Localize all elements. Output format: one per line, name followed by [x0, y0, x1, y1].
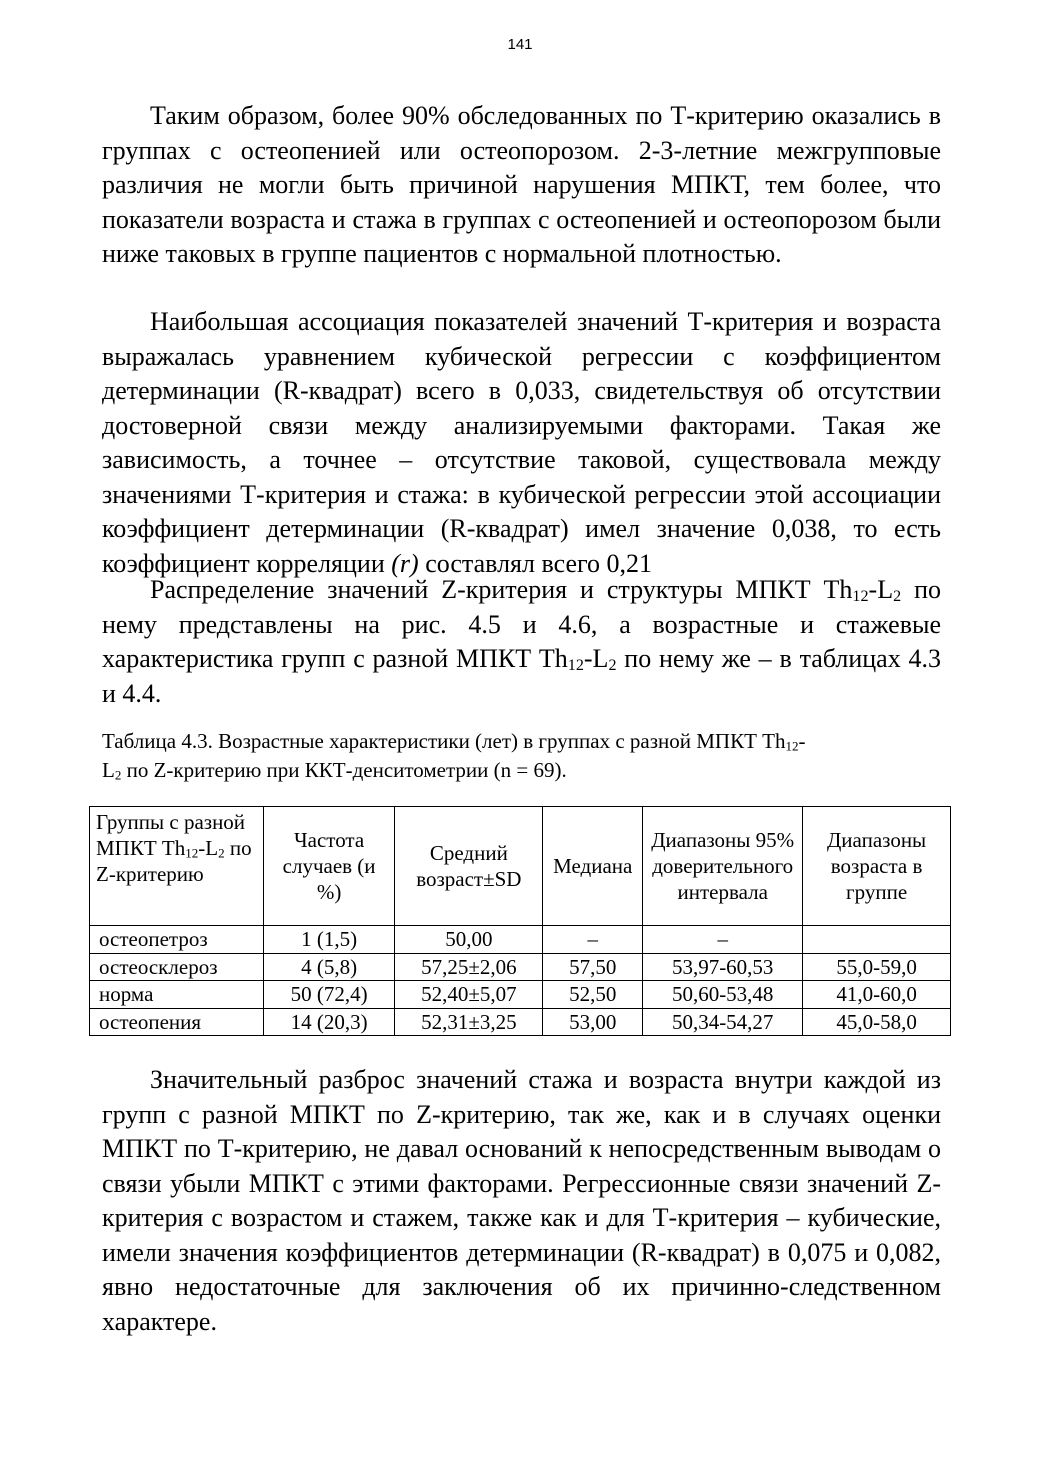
cell-median: 53,00 [543, 1008, 643, 1036]
correlation-symbol: (r) [391, 548, 419, 578]
paragraph-3 [102, 573, 941, 711]
caption-part: - [798, 729, 806, 753]
cell-median: – [543, 926, 643, 954]
subscript: 12 [185, 845, 199, 861]
paragraph-2-end: составлял всего 0,21 [418, 548, 653, 578]
cell-frequency: 4 (5,8) [263, 953, 395, 981]
cell-ci: – [643, 926, 803, 954]
cell-range: 55,0-59,0 [803, 953, 951, 981]
subscript: 2 [893, 587, 902, 605]
subscript: 2 [114, 766, 122, 782]
paragraph-2-text: Наибольшая ассоциация показателей значений Т-критерия и возраста выражалась уравнением кубической регрессии с коэффициентом детерминации (R-квадрат) всего в 0,033, свидетельствуя об отсутствии достоверной связи между анализируемыми факторами. Такая же зависимость, а точнее – отсутствие таковой, существовала между значениями Т-критерия и стажа: в кубической регрессии этой ассоциации коэффициент детерминации (R-квадрат) имел значение 0,038, то есть коэффициент корреляции [102, 307, 941, 578]
paragraph-3-part: по нему же – в таблицах 4.3 и 4.4. [102, 644, 942, 708]
table-row [90, 1008, 951, 1036]
header-groups [90, 807, 264, 926]
cell-group: остеопения [90, 1008, 264, 1036]
cell-frequency: 14 (20,3) [263, 1008, 395, 1036]
paragraph-3-part: -L [583, 644, 609, 673]
cell-mean: 52,31±3,25 [395, 1008, 543, 1036]
cell-frequency: 1 (1,5) [263, 926, 395, 954]
paragraph-3-part: -L [868, 575, 894, 604]
cell-mean: 52,40±5,07 [395, 981, 543, 1009]
subscript: 12 [785, 738, 799, 754]
paragraph-3-part: Распределение значений Z-критерия и структуры МПКТ Th [150, 575, 853, 604]
caption-part: по Z-критерию при ККТ-денситометрии (n = 69). [121, 757, 567, 782]
page-number: 141 [507, 36, 533, 53]
table-header-row [90, 807, 951, 926]
cell-group: норма [90, 981, 264, 1009]
table-row [90, 953, 951, 981]
header-mean-age: Средний возраст±SD [395, 807, 543, 926]
header-frequency: Частота случаев (и %) [263, 807, 395, 926]
cell-group: остеосклероз [90, 953, 264, 981]
subscript: 12 [852, 587, 869, 605]
cell-ci: 53,97-60,53 [643, 953, 803, 981]
cell-group: остеопетроз [90, 926, 264, 954]
header-part: Группы с разной МПКТ Th [96, 810, 246, 860]
caption-part: L [102, 757, 115, 782]
paragraph-2 [102, 305, 941, 581]
cell-frequency: 50 (72,4) [263, 981, 395, 1009]
header-median: Медиана [543, 807, 643, 926]
header-ci-range: Диапазоны 95% доверительного интервала [643, 807, 803, 926]
age-table [89, 806, 951, 1036]
table-row [90, 926, 951, 954]
header-age-range: Диапазоны возраста в группе [803, 807, 951, 926]
subscript: 12 [567, 656, 584, 674]
table-caption [102, 727, 941, 784]
cell-mean: 50,00 [395, 926, 543, 954]
paragraph-3-part: по нему представлены на рис. 4.5 и 4.6, а возрастные и стажевые характеристика групп с разной МПКТ Th [102, 575, 941, 673]
cell-mean: 57,25±2,06 [395, 953, 543, 981]
cell-range: 45,0-58,0 [803, 1008, 951, 1036]
header-part: по Z-критерию [96, 836, 252, 886]
cell-median: 52,50 [543, 981, 643, 1009]
table-row [90, 981, 951, 1009]
caption-part: Таблица 4.3. Возрастные характеристики (лет) в группах с разной МПКТ Th [102, 729, 786, 753]
cell-range [803, 926, 951, 954]
cell-ci: 50,60-53,48 [643, 981, 803, 1009]
cell-ci: 50,34-54,27 [643, 1008, 803, 1036]
cell-range: 41,0-60,0 [803, 981, 951, 1009]
subscript: 2 [218, 845, 225, 861]
paragraph-4: Значительный разброс значений стажа и возраста внутри каждой из групп с разной МПКТ по Z-критерию, так же, как и в случаях оценки МПКТ по Т-критерию, не давал оснований к непосредственным выводам о связи убыли МПКТ с этими факторами. Регрессионные связи значений Z-критерия с возрастом и стажем, также как и для Т-критерия – кубические, имели значения коэффициентов детерминации (R-квадрат) в 0,075 и 0,082, явно недостаточные для заключения об их причинно-следственном характере. [102, 1065, 941, 1336]
cell-median: 57,50 [543, 953, 643, 981]
paragraph-1: Таким образом, более 90% обследованных по Т-критерию оказались в группах с остеопенией или остеопорозом. 2-3-летние межгрупповые различия не могли быть причиной нарушения МПКТ, тем более, что показатели возраста и стажа в группах с остеопенией и остеопорозом были ниже таковых в группе пациентов с нормальной плотностью. [102, 101, 941, 268]
header-part: -L [198, 836, 219, 860]
subscript: 2 [608, 656, 617, 674]
